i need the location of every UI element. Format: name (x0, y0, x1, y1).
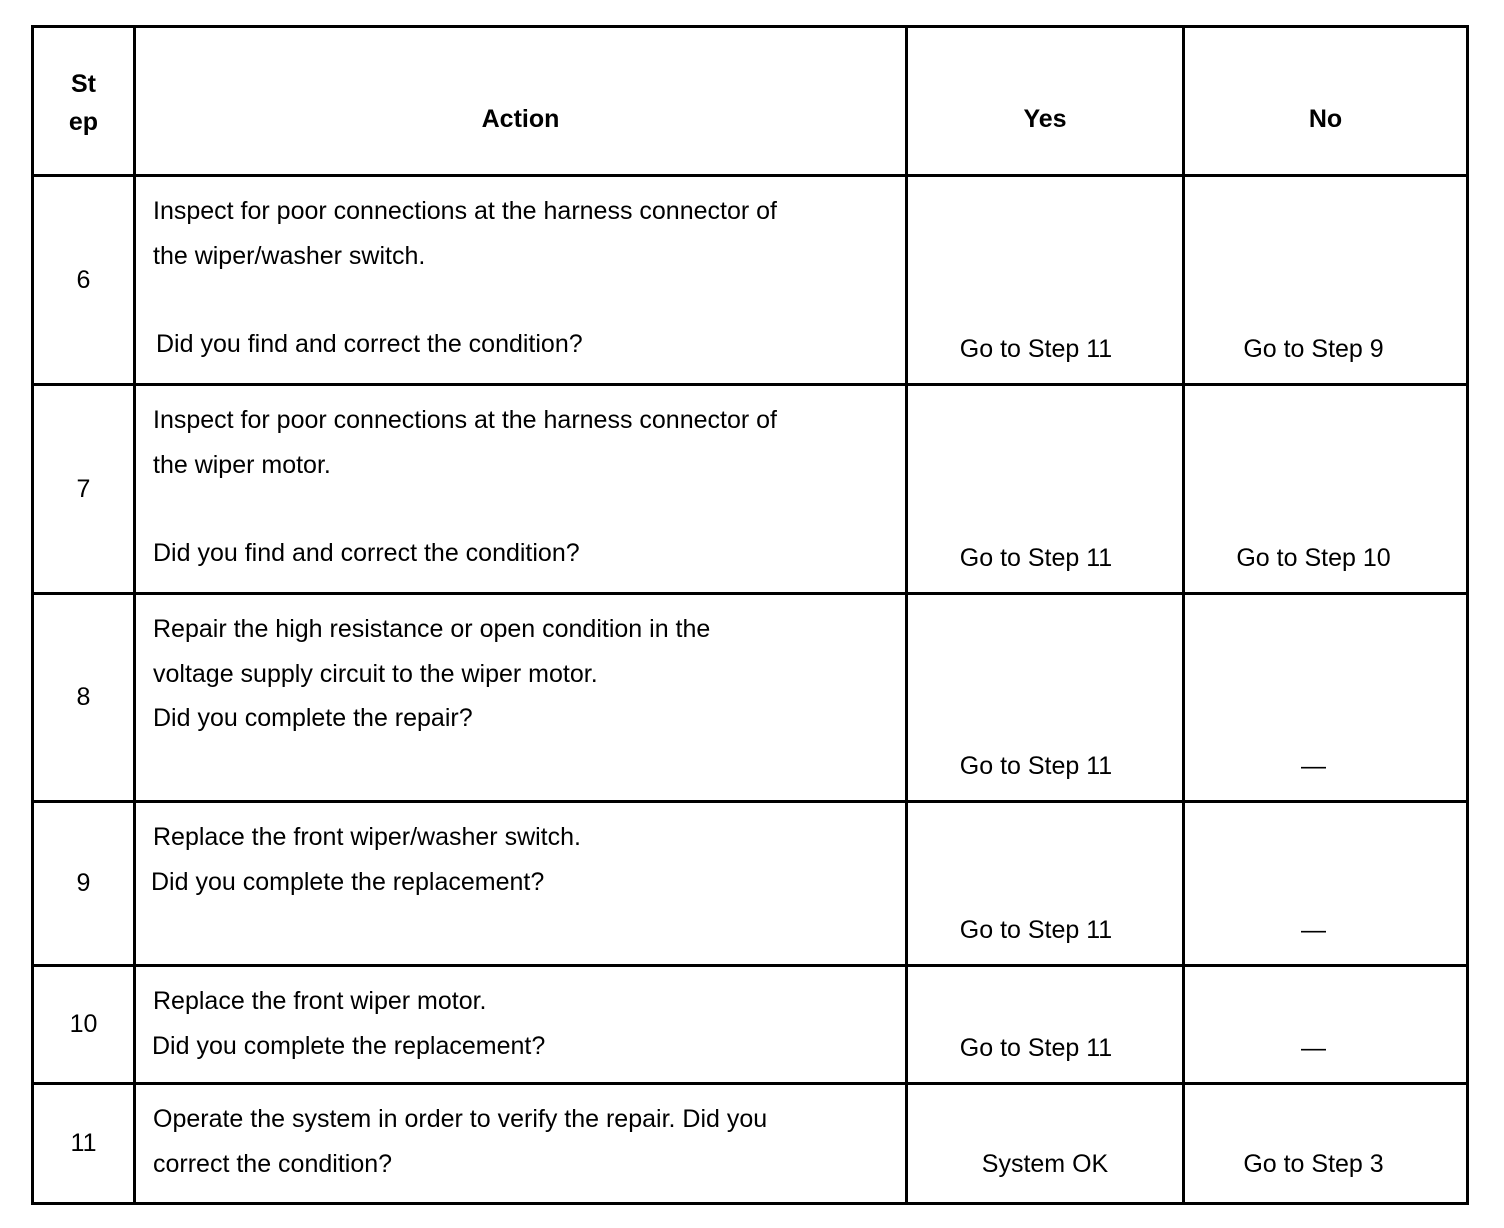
no-result: — (1184, 594, 1468, 802)
table-row (33, 385, 1468, 594)
action-text: voltage supply circuit to the wiper motor. (153, 659, 598, 688)
diagnostic-table (31, 25, 1469, 1205)
no-result: — (1184, 966, 1468, 1084)
yes-result: System OK (907, 1084, 1184, 1204)
table-row (33, 1084, 1468, 1204)
action-question: Did you find and correct the condition? (156, 330, 583, 358)
action-cell (135, 594, 907, 802)
no-result: — (1184, 802, 1468, 966)
action-text: Replace the front wiper motor. (153, 987, 487, 1015)
table-row (33, 594, 1468, 802)
header-step-line2: ep (68, 108, 99, 136)
yes-result: Go to Step 11 (907, 802, 1184, 966)
action-text: Replace the front wiper/washer switch. (153, 823, 581, 851)
step-number: 7 (33, 385, 135, 594)
header-action: Action (135, 27, 907, 176)
action-text: Inspect for poor connections at the harness connector of (153, 406, 777, 434)
header-step (33, 27, 135, 176)
step-number: 8 (33, 594, 135, 802)
action-cell (135, 385, 907, 594)
yes-result: Go to Step 11 (907, 385, 1184, 594)
step-number: 11 (33, 1084, 135, 1204)
action-text: Operate the system in order to verify the repair. Did you (153, 1105, 768, 1133)
table-row (33, 802, 1468, 966)
action-text: the wiper/washer switch. (153, 241, 426, 270)
header-row (33, 27, 1468, 176)
action-question: Did you complete the replacement? (151, 867, 545, 896)
yes-result: Go to Step 11 (907, 966, 1184, 1084)
action-cell (135, 966, 907, 1084)
step-number: 9 (33, 802, 135, 966)
header-step-line1: St (71, 70, 96, 98)
action-text: Repair the high resistance or open condition in the (153, 615, 711, 643)
table-row (33, 966, 1468, 1084)
action-cell (135, 1084, 907, 1204)
action-cell (135, 802, 907, 966)
action-cell (135, 176, 907, 385)
table-row (33, 176, 1468, 385)
action-text: correct the condition? (153, 1149, 393, 1178)
step-number: 10 (33, 966, 135, 1084)
action-text: the wiper motor. (153, 450, 331, 479)
no-result: Go to Step 10 (1184, 385, 1468, 594)
step-number: 6 (33, 176, 135, 385)
no-result: Go to Step 9 (1184, 176, 1468, 385)
action-question: Did you complete the repair? (153, 704, 473, 732)
action-question: Did you complete the replacement? (152, 1031, 546, 1060)
yes-result: Go to Step 11 (907, 176, 1184, 385)
yes-result: Go to Step 11 (907, 594, 1184, 802)
action-question: Did you find and correct the condition? (153, 539, 580, 567)
header-yes: Yes (907, 27, 1184, 176)
header-no: No (1184, 27, 1468, 176)
action-text: Inspect for poor connections at the harness connector of (153, 197, 777, 225)
no-result: Go to Step 3 (1184, 1084, 1468, 1204)
